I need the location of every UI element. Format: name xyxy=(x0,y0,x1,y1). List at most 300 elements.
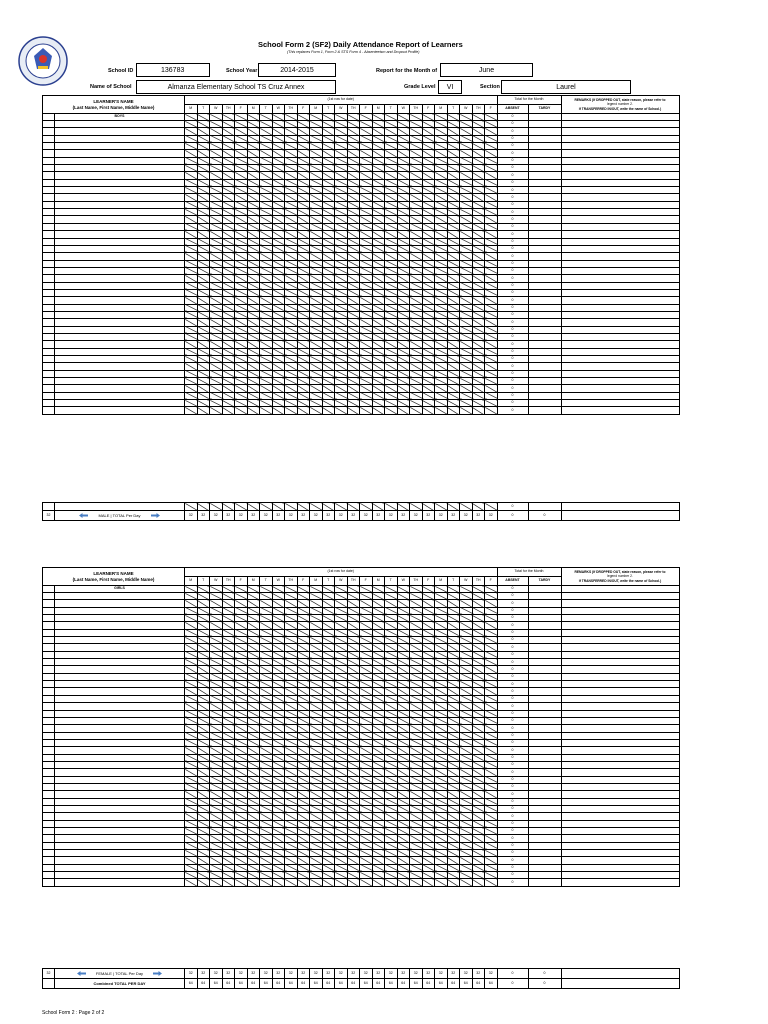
attendance-cell[interactable] xyxy=(472,341,485,348)
attendance-cell[interactable] xyxy=(335,820,348,827)
attendance-cell[interactable] xyxy=(422,607,435,614)
attendance-cell[interactable] xyxy=(385,835,398,842)
attendance-cell[interactable] xyxy=(485,370,498,377)
attendance-cell[interactable] xyxy=(372,121,385,128)
attendance-cell[interactable] xyxy=(485,187,498,194)
attendance-cell[interactable] xyxy=(347,725,360,732)
attendance-cell[interactable] xyxy=(360,370,373,377)
report-month-field[interactable]: June xyxy=(440,63,533,77)
attendance-cell[interactable] xyxy=(247,754,260,761)
attendance-cell[interactable] xyxy=(210,688,223,695)
attendance-cell[interactable] xyxy=(260,593,273,600)
attendance-cell[interactable] xyxy=(385,607,398,614)
attendance-cell[interactable] xyxy=(285,600,298,607)
attendance-cell[interactable] xyxy=(185,754,198,761)
attendance-cell[interactable] xyxy=(397,253,410,260)
attendance-cell[interactable] xyxy=(335,791,348,798)
attendance-cell[interactable] xyxy=(435,231,448,238)
attendance-cell[interactable] xyxy=(447,267,460,274)
attendance-cell[interactable] xyxy=(360,223,373,230)
attendance-cell[interactable] xyxy=(297,187,310,194)
attendance-cell[interactable] xyxy=(397,385,410,392)
attendance-cell[interactable] xyxy=(435,356,448,363)
attendance-cell[interactable] xyxy=(235,828,248,835)
attendance-cell[interactable] xyxy=(247,311,260,318)
attendance-cell[interactable] xyxy=(197,392,210,399)
attendance-cell[interactable] xyxy=(210,857,223,864)
attendance-cell[interactable] xyxy=(360,629,373,636)
attendance-cell[interactable] xyxy=(235,857,248,864)
attendance-cell[interactable] xyxy=(322,326,335,333)
attendance-cell[interactable] xyxy=(360,392,373,399)
attendance-cell[interactable] xyxy=(435,260,448,267)
attendance-cell[interactable] xyxy=(435,747,448,754)
attendance-cell[interactable] xyxy=(222,319,235,326)
attendance-cell[interactable] xyxy=(410,165,423,172)
attendance-cell[interactable] xyxy=(185,245,198,252)
attendance-cell[interactable] xyxy=(385,326,398,333)
attendance-cell[interactable] xyxy=(460,135,473,142)
remarks-cell[interactable] xyxy=(561,659,679,666)
remarks-cell[interactable] xyxy=(561,209,679,216)
grade-level-field[interactable]: VI xyxy=(438,80,462,94)
attendance-cell[interactable] xyxy=(235,710,248,717)
tardy-cell[interactable] xyxy=(528,879,561,886)
attendance-cell[interactable] xyxy=(272,385,285,392)
attendance-cell[interactable] xyxy=(297,798,310,805)
attendance-cell[interactable] xyxy=(310,673,323,680)
attendance-cell[interactable] xyxy=(197,644,210,651)
attendance-cell[interactable] xyxy=(185,231,198,238)
attendance-cell[interactable] xyxy=(422,732,435,739)
attendance-cell[interactable] xyxy=(472,363,485,370)
attendance-cell[interactable] xyxy=(485,238,498,245)
attendance-cell[interactable] xyxy=(460,813,473,820)
attendance-cell[interactable] xyxy=(197,695,210,702)
attendance-cell[interactable] xyxy=(422,813,435,820)
attendance-cell[interactable] xyxy=(185,363,198,370)
attendance-cell[interactable] xyxy=(185,761,198,768)
attendance-cell[interactable] xyxy=(185,179,198,186)
attendance-cell[interactable] xyxy=(297,114,310,121)
attendance-cell[interactable] xyxy=(185,121,198,128)
attendance-cell[interactable] xyxy=(297,223,310,230)
attendance-cell[interactable] xyxy=(322,319,335,326)
attendance-cell[interactable] xyxy=(285,673,298,680)
attendance-cell[interactable] xyxy=(472,311,485,318)
learner-name-cell[interactable] xyxy=(55,201,185,208)
attendance-cell[interactable] xyxy=(310,150,323,157)
attendance-cell[interactable] xyxy=(197,805,210,812)
attendance-cell[interactable] xyxy=(335,114,348,121)
attendance-cell[interactable] xyxy=(222,586,235,593)
attendance-cell[interactable] xyxy=(410,828,423,835)
attendance-cell[interactable] xyxy=(260,629,273,636)
attendance-cell[interactable] xyxy=(310,378,323,385)
attendance-cell[interactable] xyxy=(460,850,473,857)
attendance-cell[interactable] xyxy=(235,157,248,164)
attendance-cell[interactable] xyxy=(485,666,498,673)
learner-name-cell[interactable] xyxy=(55,356,185,363)
attendance-cell[interactable] xyxy=(285,864,298,871)
attendance-cell[interactable] xyxy=(235,392,248,399)
attendance-cell[interactable] xyxy=(422,761,435,768)
attendance-cell[interactable] xyxy=(372,297,385,304)
attendance-cell[interactable] xyxy=(310,659,323,666)
attendance-cell[interactable] xyxy=(285,637,298,644)
attendance-cell[interactable] xyxy=(347,586,360,593)
attendance-cell[interactable] xyxy=(260,739,273,746)
attendance-cell[interactable] xyxy=(385,209,398,216)
attendance-cell[interactable] xyxy=(472,586,485,593)
attendance-cell[interactable] xyxy=(272,717,285,724)
attendance-cell[interactable] xyxy=(322,363,335,370)
attendance-cell[interactable] xyxy=(447,586,460,593)
attendance-cell[interactable] xyxy=(272,637,285,644)
attendance-cell[interactable] xyxy=(260,289,273,296)
attendance-cell[interactable] xyxy=(297,725,310,732)
attendance-cell[interactable] xyxy=(410,725,423,732)
attendance-cell[interactable] xyxy=(335,835,348,842)
attendance-cell[interactable] xyxy=(472,297,485,304)
attendance-cell[interactable] xyxy=(347,820,360,827)
attendance-cell[interactable] xyxy=(472,761,485,768)
attendance-cell[interactable] xyxy=(460,114,473,121)
attendance-cell[interactable] xyxy=(335,304,348,311)
attendance-cell[interactable] xyxy=(485,245,498,252)
attendance-cell[interactable] xyxy=(310,681,323,688)
attendance-cell[interactable] xyxy=(210,593,223,600)
attendance-cell[interactable] xyxy=(422,629,435,636)
attendance-cell[interactable] xyxy=(397,201,410,208)
attendance-cell[interactable] xyxy=(247,688,260,695)
learner-name-cell[interactable] xyxy=(55,341,185,348)
remarks-cell[interactable] xyxy=(561,776,679,783)
attendance-cell[interactable] xyxy=(210,776,223,783)
attendance-cell[interactable] xyxy=(372,732,385,739)
attendance-cell[interactable] xyxy=(210,231,223,238)
attendance-cell[interactable] xyxy=(310,297,323,304)
attendance-cell[interactable] xyxy=(422,695,435,702)
attendance-cell[interactable] xyxy=(472,710,485,717)
attendance-cell[interactable] xyxy=(410,739,423,746)
attendance-cell[interactable] xyxy=(247,828,260,835)
attendance-cell[interactable] xyxy=(472,673,485,680)
attendance-cell[interactable] xyxy=(185,835,198,842)
attendance-cell[interactable] xyxy=(397,776,410,783)
attendance-cell[interactable] xyxy=(310,260,323,267)
attendance-cell[interactable] xyxy=(335,732,348,739)
attendance-cell[interactable] xyxy=(260,128,273,135)
attendance-cell[interactable] xyxy=(235,622,248,629)
attendance-cell[interactable] xyxy=(472,231,485,238)
attendance-cell[interactable] xyxy=(335,356,348,363)
attendance-cell[interactable] xyxy=(422,739,435,746)
attendance-cell[interactable] xyxy=(310,622,323,629)
remarks-cell[interactable] xyxy=(561,194,679,201)
attendance-cell[interactable] xyxy=(222,615,235,622)
attendance-cell[interactable] xyxy=(335,717,348,724)
attendance-cell[interactable] xyxy=(385,857,398,864)
attendance-cell[interactable] xyxy=(372,739,385,746)
attendance-cell[interactable] xyxy=(185,157,198,164)
attendance-cell[interactable] xyxy=(210,333,223,340)
attendance-cell[interactable] xyxy=(322,776,335,783)
attendance-cell[interactable] xyxy=(447,363,460,370)
attendance-cell[interactable] xyxy=(235,607,248,614)
remarks-cell[interactable] xyxy=(561,725,679,732)
remarks-cell[interactable] xyxy=(561,586,679,593)
attendance-cell[interactable] xyxy=(335,659,348,666)
attendance-cell[interactable] xyxy=(347,659,360,666)
attendance-cell[interactable] xyxy=(410,121,423,128)
attendance-cell[interactable] xyxy=(447,245,460,252)
attendance-cell[interactable] xyxy=(310,813,323,820)
attendance-cell[interactable] xyxy=(335,637,348,644)
attendance-cell[interactable] xyxy=(297,805,310,812)
attendance-cell[interactable] xyxy=(210,872,223,879)
attendance-cell[interactable] xyxy=(310,835,323,842)
attendance-cell[interactable] xyxy=(222,754,235,761)
attendance-cell[interactable] xyxy=(197,304,210,311)
attendance-cell[interactable] xyxy=(410,407,423,414)
attendance-cell[interactable] xyxy=(185,717,198,724)
attendance-cell[interactable] xyxy=(435,651,448,658)
attendance-cell[interactable] xyxy=(472,820,485,827)
attendance-cell[interactable] xyxy=(247,607,260,614)
attendance-cell[interactable] xyxy=(222,297,235,304)
attendance-cell[interactable] xyxy=(360,850,373,857)
remarks-cell[interactable] xyxy=(561,615,679,622)
attendance-cell[interactable] xyxy=(260,282,273,289)
attendance-cell[interactable] xyxy=(222,747,235,754)
attendance-cell[interactable] xyxy=(447,776,460,783)
attendance-cell[interactable] xyxy=(460,615,473,622)
attendance-cell[interactable] xyxy=(235,267,248,274)
attendance-cell[interactable] xyxy=(322,864,335,871)
attendance-cell[interactable] xyxy=(410,813,423,820)
attendance-cell[interactable] xyxy=(322,710,335,717)
attendance-cell[interactable] xyxy=(222,673,235,680)
attendance-cell[interactable] xyxy=(410,776,423,783)
attendance-cell[interactable] xyxy=(372,659,385,666)
attendance-cell[interactable] xyxy=(485,363,498,370)
attendance-cell[interactable] xyxy=(335,644,348,651)
attendance-cell[interactable] xyxy=(447,835,460,842)
attendance-cell[interactable] xyxy=(272,725,285,732)
attendance-cell[interactable] xyxy=(222,666,235,673)
attendance-cell[interactable] xyxy=(210,732,223,739)
attendance-cell[interactable] xyxy=(422,333,435,340)
attendance-cell[interactable] xyxy=(310,172,323,179)
attendance-cell[interactable] xyxy=(222,341,235,348)
attendance-cell[interactable] xyxy=(235,681,248,688)
attendance-cell[interactable] xyxy=(322,128,335,135)
learner-name-cell[interactable] xyxy=(55,209,185,216)
attendance-cell[interactable] xyxy=(485,637,498,644)
attendance-cell[interactable] xyxy=(422,776,435,783)
attendance-cell[interactable] xyxy=(472,695,485,702)
remarks-cell[interactable] xyxy=(561,370,679,377)
attendance-cell[interactable] xyxy=(272,681,285,688)
tardy-cell[interactable] xyxy=(528,739,561,746)
attendance-cell[interactable] xyxy=(435,761,448,768)
attendance-cell[interactable] xyxy=(260,392,273,399)
attendance-cell[interactable] xyxy=(272,659,285,666)
attendance-cell[interactable] xyxy=(347,651,360,658)
attendance-cell[interactable] xyxy=(385,267,398,274)
attendance-cell[interactable] xyxy=(310,143,323,150)
remarks-cell[interactable] xyxy=(561,747,679,754)
attendance-cell[interactable] xyxy=(410,267,423,274)
attendance-cell[interactable] xyxy=(360,805,373,812)
attendance-cell[interactable] xyxy=(347,600,360,607)
attendance-cell[interactable] xyxy=(185,341,198,348)
attendance-cell[interactable] xyxy=(222,267,235,274)
attendance-cell[interactable] xyxy=(460,245,473,252)
learner-name-cell[interactable] xyxy=(55,267,185,274)
attendance-cell[interactable] xyxy=(185,253,198,260)
attendance-cell[interactable] xyxy=(347,356,360,363)
attendance-cell[interactable] xyxy=(435,238,448,245)
attendance-cell[interactable] xyxy=(397,791,410,798)
tardy-cell[interactable] xyxy=(528,717,561,724)
attendance-cell[interactable] xyxy=(197,194,210,201)
attendance-cell[interactable] xyxy=(422,850,435,857)
attendance-cell[interactable] xyxy=(410,150,423,157)
attendance-cell[interactable] xyxy=(447,135,460,142)
attendance-cell[interactable] xyxy=(272,805,285,812)
attendance-cell[interactable] xyxy=(322,121,335,128)
attendance-cell[interactable] xyxy=(422,769,435,776)
attendance-cell[interactable] xyxy=(272,165,285,172)
attendance-cell[interactable] xyxy=(397,121,410,128)
attendance-cell[interactable] xyxy=(235,194,248,201)
attendance-cell[interactable] xyxy=(472,275,485,282)
attendance-cell[interactable] xyxy=(360,813,373,820)
attendance-cell[interactable] xyxy=(435,341,448,348)
attendance-cell[interactable] xyxy=(435,769,448,776)
attendance-cell[interactable] xyxy=(185,695,198,702)
attendance-cell[interactable] xyxy=(235,370,248,377)
attendance-cell[interactable] xyxy=(435,776,448,783)
attendance-cell[interactable] xyxy=(460,600,473,607)
attendance-cell[interactable] xyxy=(360,681,373,688)
attendance-cell[interactable] xyxy=(222,187,235,194)
attendance-cell[interactable] xyxy=(385,637,398,644)
attendance-cell[interactable] xyxy=(260,297,273,304)
attendance-cell[interactable] xyxy=(397,600,410,607)
attendance-cell[interactable] xyxy=(260,798,273,805)
attendance-cell[interactable] xyxy=(235,363,248,370)
attendance-cell[interactable] xyxy=(460,695,473,702)
attendance-cell[interactable] xyxy=(285,356,298,363)
attendance-cell[interactable] xyxy=(435,370,448,377)
attendance-cell[interactable] xyxy=(235,400,248,407)
attendance-cell[interactable] xyxy=(285,121,298,128)
attendance-cell[interactable] xyxy=(410,245,423,252)
attendance-cell[interactable] xyxy=(247,179,260,186)
attendance-cell[interactable] xyxy=(360,260,373,267)
attendance-cell[interactable] xyxy=(372,209,385,216)
attendance-cell[interactable] xyxy=(410,805,423,812)
attendance-cell[interactable] xyxy=(447,187,460,194)
attendance-cell[interactable] xyxy=(197,637,210,644)
attendance-cell[interactable] xyxy=(422,805,435,812)
attendance-cell[interactable] xyxy=(310,732,323,739)
tardy-cell[interactable] xyxy=(528,297,561,304)
attendance-cell[interactable] xyxy=(235,586,248,593)
attendance-cell[interactable] xyxy=(347,223,360,230)
attendance-cell[interactable] xyxy=(422,179,435,186)
attendance-cell[interactable] xyxy=(472,828,485,835)
attendance-cell[interactable] xyxy=(247,850,260,857)
attendance-cell[interactable] xyxy=(410,216,423,223)
attendance-cell[interactable] xyxy=(485,695,498,702)
learner-name-cell[interactable] xyxy=(55,385,185,392)
attendance-cell[interactable] xyxy=(385,615,398,622)
attendance-cell[interactable] xyxy=(485,586,498,593)
attendance-cell[interactable] xyxy=(335,392,348,399)
attendance-cell[interactable] xyxy=(297,150,310,157)
attendance-cell[interactable] xyxy=(222,659,235,666)
attendance-cell[interactable] xyxy=(360,172,373,179)
attendance-cell[interactable] xyxy=(197,238,210,245)
attendance-cell[interactable] xyxy=(247,172,260,179)
attendance-cell[interactable] xyxy=(472,842,485,849)
attendance-cell[interactable] xyxy=(347,813,360,820)
attendance-cell[interactable] xyxy=(210,245,223,252)
attendance-cell[interactable] xyxy=(385,747,398,754)
attendance-cell[interactable] xyxy=(410,304,423,311)
attendance-cell[interactable] xyxy=(297,289,310,296)
attendance-cell[interactable] xyxy=(272,688,285,695)
attendance-cell[interactable] xyxy=(372,245,385,252)
attendance-cell[interactable] xyxy=(485,769,498,776)
attendance-cell[interactable] xyxy=(235,872,248,879)
attendance-cell[interactable] xyxy=(447,326,460,333)
attendance-cell[interactable] xyxy=(335,333,348,340)
attendance-cell[interactable] xyxy=(397,798,410,805)
attendance-cell[interactable] xyxy=(410,732,423,739)
attendance-cell[interactable] xyxy=(435,392,448,399)
attendance-cell[interactable] xyxy=(197,798,210,805)
attendance-cell[interactable] xyxy=(185,201,198,208)
attendance-cell[interactable] xyxy=(235,732,248,739)
attendance-cell[interactable] xyxy=(410,260,423,267)
attendance-cell[interactable] xyxy=(260,150,273,157)
attendance-cell[interactable] xyxy=(335,297,348,304)
attendance-cell[interactable] xyxy=(185,710,198,717)
attendance-cell[interactable] xyxy=(485,165,498,172)
attendance-cell[interactable] xyxy=(360,651,373,658)
attendance-cell[interactable] xyxy=(435,717,448,724)
attendance-cell[interactable] xyxy=(310,739,323,746)
attendance-cell[interactable] xyxy=(197,813,210,820)
attendance-cell[interactable] xyxy=(210,363,223,370)
attendance-cell[interactable] xyxy=(322,629,335,636)
attendance-cell[interactable] xyxy=(310,245,323,252)
attendance-cell[interactable] xyxy=(197,872,210,879)
attendance-cell[interactable] xyxy=(247,128,260,135)
attendance-cell[interactable] xyxy=(422,282,435,289)
attendance-cell[interactable] xyxy=(322,872,335,879)
attendance-cell[interactable] xyxy=(485,857,498,864)
remarks-cell[interactable] xyxy=(561,739,679,746)
learner-name-cell[interactable] xyxy=(55,739,185,746)
attendance-cell[interactable] xyxy=(222,392,235,399)
attendance-cell[interactable] xyxy=(372,319,385,326)
